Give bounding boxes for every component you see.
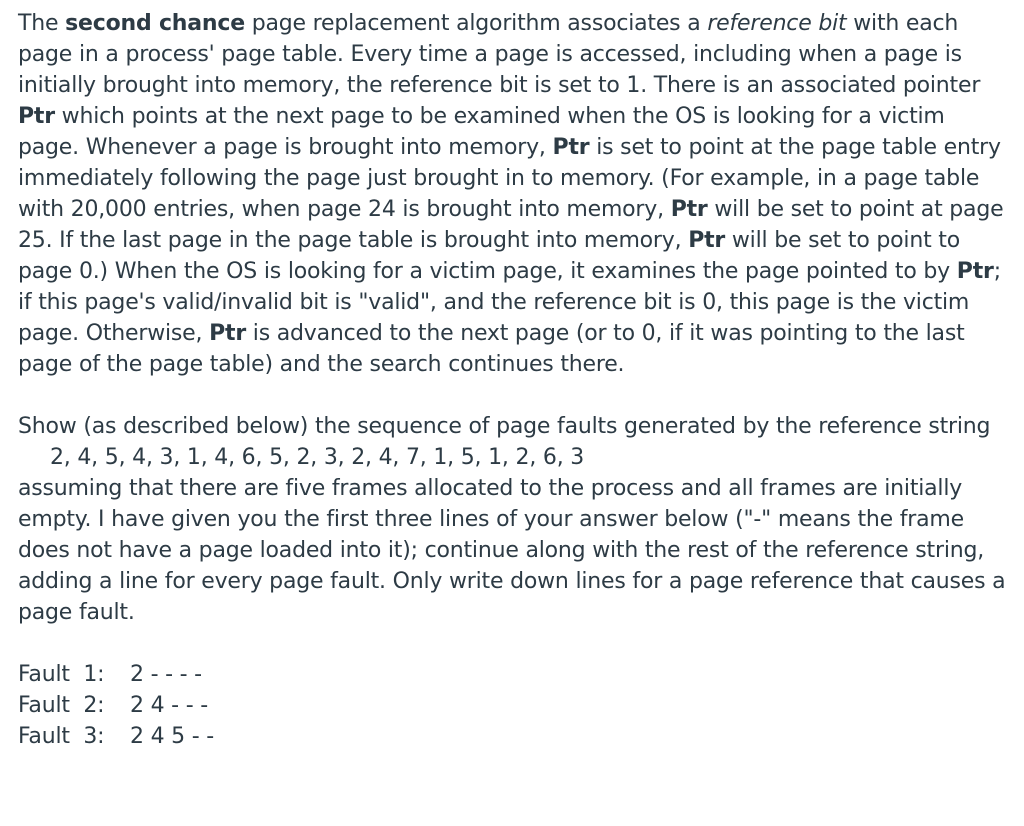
reference-string: 2, 4, 5, 4, 3, 1, 4, 6, 5, 2, 3, 2, 4, 7, 1, 5, 1, 2, 6, 3 — [50, 445, 585, 470]
fault-label: Fault 3: — [18, 724, 105, 749]
task-intro: Show (as described below) the sequence of page faults generated by the reference string — [18, 414, 991, 439]
fault-line — [18, 659, 1008, 690]
term-ptr: Ptr — [670, 197, 708, 222]
fault-frames: 2 - - - - — [130, 662, 202, 687]
text-run: The — [18, 11, 66, 36]
term-ptr: Ptr — [552, 135, 590, 160]
question-text — [18, 8, 1008, 752]
text-run: is set to point at the page table entry immediately following the page just brought in to memory. (For example, in a page table with 20,000 entries, when page 24 is brought into memory, — [18, 135, 1001, 222]
term-second-chance: second chance — [65, 11, 245, 36]
text-run: is advanced to the next page (or to 0, if it was pointing to the last page of the page table) and the search continues there. — [18, 321, 965, 377]
fault-line — [18, 721, 1008, 752]
text-run: will be set to point to page 0.) When the OS is looking for a victim page, it examines the page pointed to by — [18, 228, 960, 284]
fault-list — [18, 659, 1008, 752]
term-ptr: Ptr — [209, 321, 246, 346]
text-run: with each page in a process' page table. Every time a page is accessed, including when a page is initially brought into memory, the reference bit is set to 1. There is an associated pointer — [18, 11, 981, 98]
text-run: will be set to point at page 25. If the last page in the page table is brought into memory, — [18, 197, 1004, 253]
term-ptr: Ptr — [956, 259, 994, 284]
fault-label: Fault 1: — [18, 662, 105, 687]
term-ptr: Ptr — [688, 228, 726, 253]
paragraph-gap — [18, 380, 1008, 411]
text-run: page replacement algorithm associates a — [244, 11, 708, 36]
text-run: ; if this page's valid/invalid bit is "valid", and the reference bit is 0, this page is the victim page. Otherwise, — [18, 259, 1001, 346]
fault-frames: 2 4 - - - — [130, 693, 208, 718]
term-reference-bit: reference bit — [707, 11, 847, 36]
fault-line — [18, 690, 1008, 721]
paragraph-gap — [18, 628, 1008, 659]
term-ptr: Ptr — [18, 104, 55, 129]
algorithm-description — [18, 8, 1008, 380]
fault-label: Fault 2: — [18, 693, 105, 718]
fault-frames: 2 4 5 - - — [130, 724, 215, 749]
task-instructions: assuming that there are five frames allocated to the process and all frames are initially empty. I have given you the first three lines of your answer below ("-" means the frame does not have a page loaded into it); continue along with the rest of the reference string, adding a line for every page fault. Only write down lines for a page reference that causes a page fault. — [18, 476, 1006, 625]
text-run: which points at the next page to be examined when the OS is looking for a victim page. Whenever a page is brought into memory, — [18, 104, 945, 160]
